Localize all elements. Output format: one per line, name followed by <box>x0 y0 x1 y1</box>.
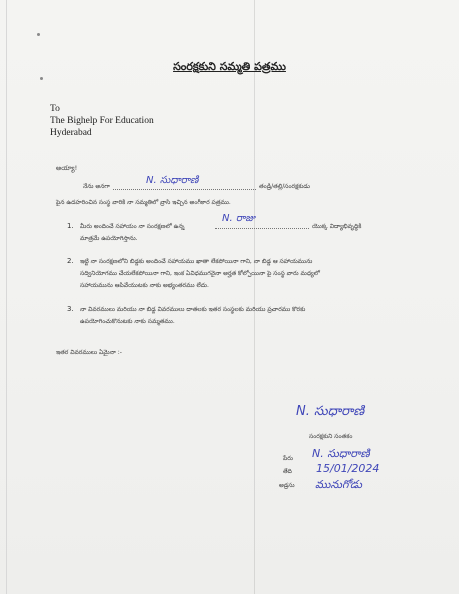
punch-mark <box>40 77 43 80</box>
point-1-line2: మాత్రమే ఉపయోగిస్తాను. <box>80 235 138 242</box>
point-number: 3. <box>67 305 74 313</box>
point-number: 1. <box>67 222 74 230</box>
document-title: సంరక్షకుని సమ్మతి పత్రము <box>173 60 286 73</box>
punch-mark <box>37 33 40 36</box>
consent-continuation: పైన ఉదహరించిన సంస్థ వారికి నా సమ్మతిలో వ్రాసి ఇచ్చిన అంగీకార పత్రము. <box>56 199 231 206</box>
name-label: పేరు <box>283 455 293 462</box>
salutation: అయ్యా! <box>56 164 78 172</box>
date-handwritten: 15/01/2024 <box>316 462 380 475</box>
point-2-line2: సద్వినియోగము చేయలేకపోయినా గాని, ఇంక ఏవిధముగనైనా అర్హత కోల్పోయినా పై సంస్థ వారు మధ్యలో <box>80 270 320 277</box>
name-handwritten: N. సుధారాణి <box>312 447 370 460</box>
point-3-line2: ఉపయోగించుకొనుటకు నాకు సమ్మతము. <box>80 318 175 325</box>
point-2-line3: సహాయమును ఆపివేయుటకు నాకు అభ్యంతరము లేదు. <box>80 282 209 289</box>
student-name-line <box>215 228 309 229</box>
other-details-label: ఇతర వివరములు ఏమైనా :- <box>56 349 122 356</box>
guardian-name-handwritten: N. సుధారాణి <box>146 175 199 186</box>
address-to: To <box>50 104 60 114</box>
point-1-line1-suffix: యొక్క విద్యాభివృద్ధికి <box>312 223 362 230</box>
point-3-line1: నా వివరములు మరియు నా బిడ్డ వివరములు దాతలకు ఇతర సంస్థలకు మరియు ప్రచారము కొరకు <box>80 306 306 313</box>
point-number: 2. <box>67 257 74 265</box>
address-organization: The Bighelp For Education <box>50 116 154 126</box>
address-handwritten: మునుగోడు <box>315 478 362 491</box>
scan-edge <box>6 0 7 594</box>
date-label: తేది <box>283 468 292 475</box>
address-label: అడ్రసు <box>279 482 295 489</box>
consent-prefix: నేను అనగా <box>83 183 110 190</box>
guardian-name-line <box>113 189 256 190</box>
address-city: Hyderabad <box>50 128 92 138</box>
point-1-line1-prefix: మీరు అందించే సహాయం నా సంరక్షణలో ఉన్న <box>80 223 185 230</box>
recipient-address <box>50 103 154 139</box>
guardian-signature-handwritten: N. సుధారాణి <box>296 404 365 419</box>
consent-suffix: తండ్రి/తల్లి/సంరక్షకుడు <box>259 183 310 190</box>
fold-line <box>254 0 255 594</box>
point-2-line1: ఇట్టి నా సంరక్షణలోని బిడ్డకు అందించే సహాయము ఖాతా లేకపోయినా గాని, నా బిడ్డ ఆ సహాయమును <box>80 258 313 265</box>
signature-label: సంరక్షకుని సంతకం <box>309 433 353 440</box>
student-name-handwritten: N. రాజు <box>222 213 255 224</box>
